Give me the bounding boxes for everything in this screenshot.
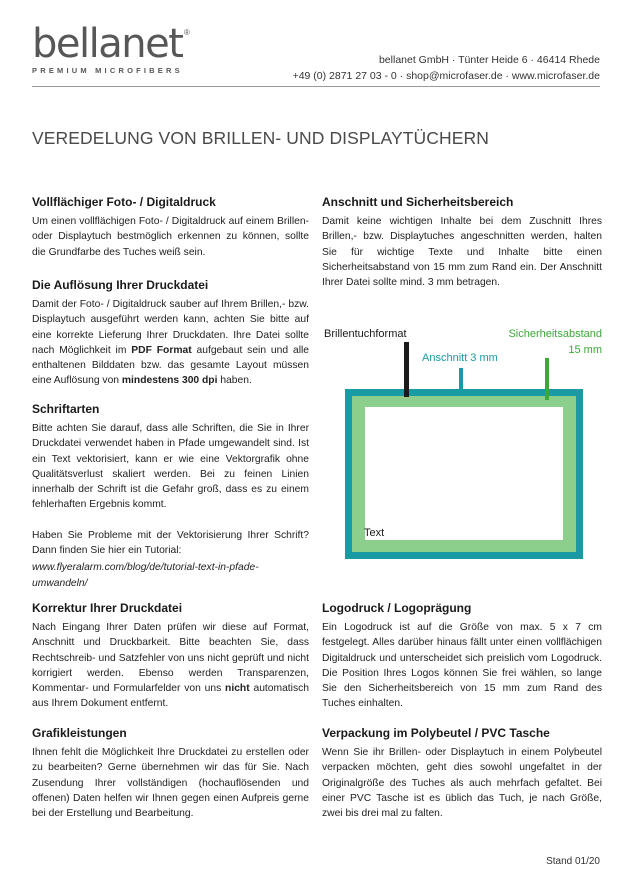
section-text: Ein Logodruck ist auf die Größe von max. 5 x 7 cm festgelegt. Alles darüber hinaus fällt unter einen vollflächigen Digitaldruck und unterscheidet sich preislich vom Logodruck. Die Position Ihres Logos können Sie frei wählen, so lange Sie den Sicherheitsbereich von 15 mm zum Rand des Tuches einhalten. [322, 622, 602, 710]
bleed-safety-diagram [322, 322, 612, 562]
section-text: Wenn Sie ihr Brillen- oder Displaytuch in einem Polybeutel verpacken möchten, geht dies sowohl ungefaltet in der Originalgröße des Tuches als auch mehrfach gefaltet. Bei einer PVC Tasche ist es üblich das Tuch, je nach Größe, zwei bis drei mal zu falten. [322, 747, 602, 820]
section-packaging [322, 726, 602, 821]
section-heading: Die Auflösung Ihrer Druckdatei [32, 278, 209, 292]
section-full-print [32, 195, 309, 260]
tutorial-link[interactable]: www.flyeralarm.com/blog/de/tutorial-text-in-pfade-umwandeln/ [32, 562, 259, 589]
section-text: Damit keine wichtigen Inhalte bei dem Zuschnitt Ihres Brillen,- bzw. Displaytuches angeschnitten werden, halten Sie für wichtige Texte und Inhalte bitte einen Sicherheitsabstand von 15 mm zum Rand ein. Der Anschnitt Ihrer Datei sollte mind. 3 mm betragen. [322, 216, 602, 289]
company-contact [293, 52, 600, 84]
format-pointer [404, 342, 409, 397]
section-fonts [32, 402, 309, 591]
section-text: Um einen vollflächigen Foto- / Digitaldruck auf einem Brillen- oder Displaytuch bestmöglich erkennen zu können, sollte die Grundfarbe des Tuches weiß sein. [32, 216, 309, 258]
section-text: Ihnen fehlt die Möglichkeit Ihre Druckdatei zu erstellen oder zu bearbeiten? Gerne übernehmen wir das für Sie. Nach Zusendung Ihrer vollständigen (hochauflösenden und offenen) Daten helfen wir Ihnen gegen einen Aufpreis gerne bei der Erstellung und Bearbeitung. [32, 747, 309, 820]
section-logo-print [322, 601, 602, 712]
section-heading: Verpackung im Polybeutel / PVC Tasche [322, 726, 550, 740]
section-heading: Logodruck / Logoprägung [322, 601, 472, 615]
tutorial-text: Haben Sie Probleme mit der Vektorisierung Ihrer Schrift? Dann finden Sie hier ein Tutorial: [32, 529, 309, 557]
diagram-graphic [322, 322, 612, 562]
logo-registered-mark: ® [184, 28, 190, 37]
label-format: Brillentuchformat [324, 328, 407, 340]
section-text: Bitte achten Sie darauf, dass alle Schriften, die Sie in Ihrer Druckdatei verwendet haben in Pfade umgewandelt sind. Ist ein Text vektorisiert, kann er wie eine Vektorgrafik ohne Qualitätsverlust skaliert werden. Bei zu feinen Linien innerhalb der Schrift ist die Gefahr groß, dass es zu einem fehlerhaften Ergebnis kommt. [32, 423, 309, 511]
company-phone-email-web: +49 (0) 2871 27 03 - 0 · shop@microfaser.de · www.microfaser.de [292, 70, 600, 82]
content-area [365, 407, 563, 540]
section-heading: Vollflächiger Foto- / Digitaldruck [32, 195, 216, 209]
footer-version: Stand 01/20 [546, 856, 600, 867]
emphasis-pdf-format: PDF Format [131, 344, 192, 356]
section-text [32, 620, 309, 712]
company-address: bellanet GmbH · Tünter Heide 6 · 46414 Rhede [378, 54, 600, 66]
safety-pointer [545, 358, 549, 400]
label-text-sample: Text [364, 527, 385, 539]
section-heading: Korrektur Ihrer Druckdatei [32, 601, 183, 615]
section-graphics [32, 726, 309, 821]
bleed-pointer [459, 368, 463, 390]
logo-tagline: PREMIUM MICROFIBERS [32, 66, 183, 75]
emphasis-nicht: nicht [225, 683, 250, 695]
label-safety-mm: 15 mm [568, 344, 602, 356]
text-part: aufgebaut sein und alle enthaltenen Bilddaten bzw. das gesamte Layout müssen eine Auflösung von [32, 344, 309, 387]
bellanet-logo [32, 21, 190, 75]
header-divider [32, 86, 600, 87]
emphasis-300-dpi: mindestens 300 dpi [121, 375, 218, 387]
section-text [32, 297, 309, 389]
section-heading: Grafikleistungen [32, 726, 127, 740]
label-safety-distance: Sicherheitsabstand [508, 328, 602, 340]
section-correction [32, 601, 309, 712]
label-bleed: Anschnitt 3 mm [422, 352, 498, 364]
text-part: haben. [217, 375, 252, 387]
section-resolution [32, 278, 309, 389]
section-heading: Schriftarten [32, 402, 100, 416]
section-bleed [322, 195, 602, 290]
text-part: Nach Eingang Ihrer Daten prüfen wir diese auf Format, Anschnitt und Druckbarkeit. Bitte beachten Sie, dass Rechtschreib- und Satzfehler von uns nicht geprüft und nicht korrigiert werden. Ebenso werden Transparenzen, Kommentar- und Formularfelder von uns [32, 622, 309, 695]
text-part: automatisch aus Ihrem Dokument entfernt. [32, 683, 309, 710]
section-heading: Anschnitt und Sicherheitsbereich [322, 195, 514, 209]
document-title: VEREDELUNG VON BRILLEN- UND DISPLAYTÜCHERN [32, 128, 490, 148]
logo-wordmark: bellanet [32, 21, 183, 67]
text-part: Damit der Foto- / Digitaldruck sauber auf Ihrem Brillen,- bzw. Displaytuch ausgeführt werden kann, achten Sie bitte auf eine korrekte Lieferung Ihrer Druckdaten. Ihre Datei sollte nach Möglichkeit im [32, 299, 309, 356]
